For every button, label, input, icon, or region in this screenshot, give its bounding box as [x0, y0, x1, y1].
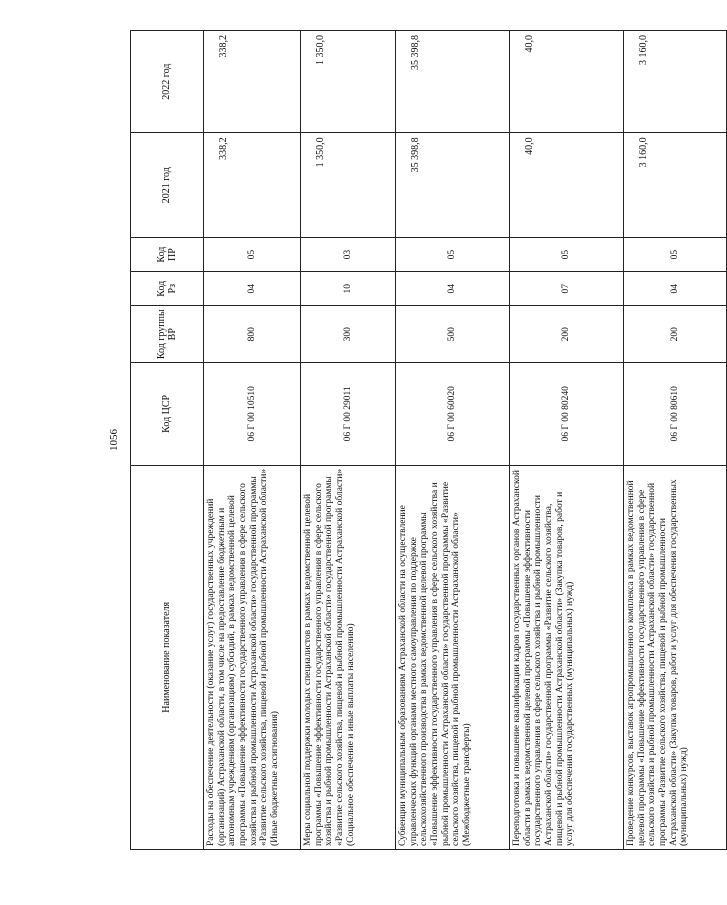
- row-2022: 40,0: [510, 31, 624, 133]
- row-2022: 1 350,0: [301, 31, 396, 133]
- row-pr: 05: [624, 238, 727, 272]
- row-name: Проведение конкурсов, выставок агропромышленного комплекса в рамках ведомственной целевой программы «Повышение эффективности государственного управления в сфере сельского хозяйства и рыбной промышленности Астраханской области» государственной программы «Развитие сельского хозяйства, пищевой и рыбной промышленности Астраханской области» (Закупка товаров, работ и услуг для обеспечения государственных (муниципальных) нужд): [624, 465, 727, 849]
- table-row: [510, 31, 624, 850]
- row-pr: 05: [510, 238, 624, 272]
- header-name: Наименование показателя: [131, 465, 204, 849]
- row-pr: 05: [396, 238, 510, 272]
- table-row: [624, 31, 727, 850]
- header-csr: Код ЦСР: [131, 363, 204, 465]
- row-pr: 03: [301, 238, 396, 272]
- row-name: Переподготовка и повышение квалификации кадров государственных органов Астраханской области в рамках ведомственной целевой программы «Повышение эффективности государственного управления в сфере сельского хозяйства и рыбной промышленности Астраханской области» государственной программы «Развитие сельского хозяйства, пищевой и рыбной промышленности Астраханской области» (Закупка товаров, работ и услуг для обеспечения государственных (муниципальных) нужд): [510, 465, 624, 849]
- row-vr: 200: [510, 306, 624, 363]
- budget-table: [130, 30, 727, 850]
- row-csr: 06 Г 00 60020: [396, 363, 510, 465]
- row-rz: 04: [624, 272, 727, 306]
- row-name: Меры социальной поддержки молодых специалистов в рамках ведомственной целевой программы «Повышение эффективности государственного управления в сфере сельского хозяйства и рыбной промышленности Астраханской области» государственной программы «Развитие сельского хозяйства, пищевой и рыбной промышленности Астраханской области» (Социальное обеспечение и иные выплаты населению): [301, 465, 396, 849]
- row-pr: 05: [204, 238, 301, 272]
- table-row: [204, 31, 301, 850]
- row-name: Расходы на обеспечение деятельности (оказание услуг) государственных учреждений (организаций) Астраханской области, в том числе на предоставление бюджетным и автономным учреждениям (организациям) субсидий, в рамках ведомственной целевой программы «Повышение эффективности государственного управления в сфере сельского хозяйства и рыбной промышленности Астраханской области» государственной программы «Развитие сельского хозяйства, пищевой и рыбной промышленности Астраханской области» (Иные бюджетные ассигнования): [204, 465, 301, 849]
- row-2021: 1 350,0: [301, 133, 396, 238]
- row-2021: 35 398,8: [396, 133, 510, 238]
- row-2022: 35 398,8: [396, 31, 510, 133]
- row-2021: 3 160,0: [624, 133, 727, 238]
- table-row: [396, 31, 510, 850]
- row-csr: 06 Г 00 10510: [204, 363, 301, 465]
- rotated-page: [90, 30, 690, 850]
- row-vr: 200: [624, 306, 727, 363]
- header-rz: Код Рз: [131, 272, 204, 306]
- header-2022: 2022 год: [131, 31, 204, 133]
- header-pr: Код ПР: [131, 238, 204, 272]
- row-2021: 40,0: [510, 133, 624, 238]
- row-csr: 06 Г 00 29011: [301, 363, 396, 465]
- header-vr: Код группы ВР: [131, 306, 204, 363]
- row-rz: 07: [510, 272, 624, 306]
- row-2022: 3 160,0: [624, 31, 727, 133]
- row-name: Субвенции муниципальным образованиям Астраханской области на осуществление управленческих функций органами местного самоуправления по поддержке сельскохозяйственного производства в рамках ведомственной целевой программы «Повышение эффективности государственного управления в сфере сельского хозяйства и рыбной промышленности Астраханской области» государственной программы «Развитие сельского хозяйства, пищевой и рыбной промышленности Астраханской области» (Межбюджетные трансферты): [396, 465, 510, 849]
- header-2021: 2021 год: [131, 133, 204, 238]
- page-number: 1056: [108, 429, 120, 451]
- row-2022: 338,2: [204, 31, 301, 133]
- row-rz: 04: [396, 272, 510, 306]
- row-rz: 10: [301, 272, 396, 306]
- row-rz: 04: [204, 272, 301, 306]
- table-header-row: [131, 31, 204, 850]
- table-row: [301, 31, 396, 850]
- row-vr: 300: [301, 306, 396, 363]
- row-csr: 06 Г 00 80240: [510, 363, 624, 465]
- row-vr: 500: [396, 306, 510, 363]
- row-csr: 06 Г 00 80610: [624, 363, 727, 465]
- row-2021: 338,2: [204, 133, 301, 238]
- row-vr: 800: [204, 306, 301, 363]
